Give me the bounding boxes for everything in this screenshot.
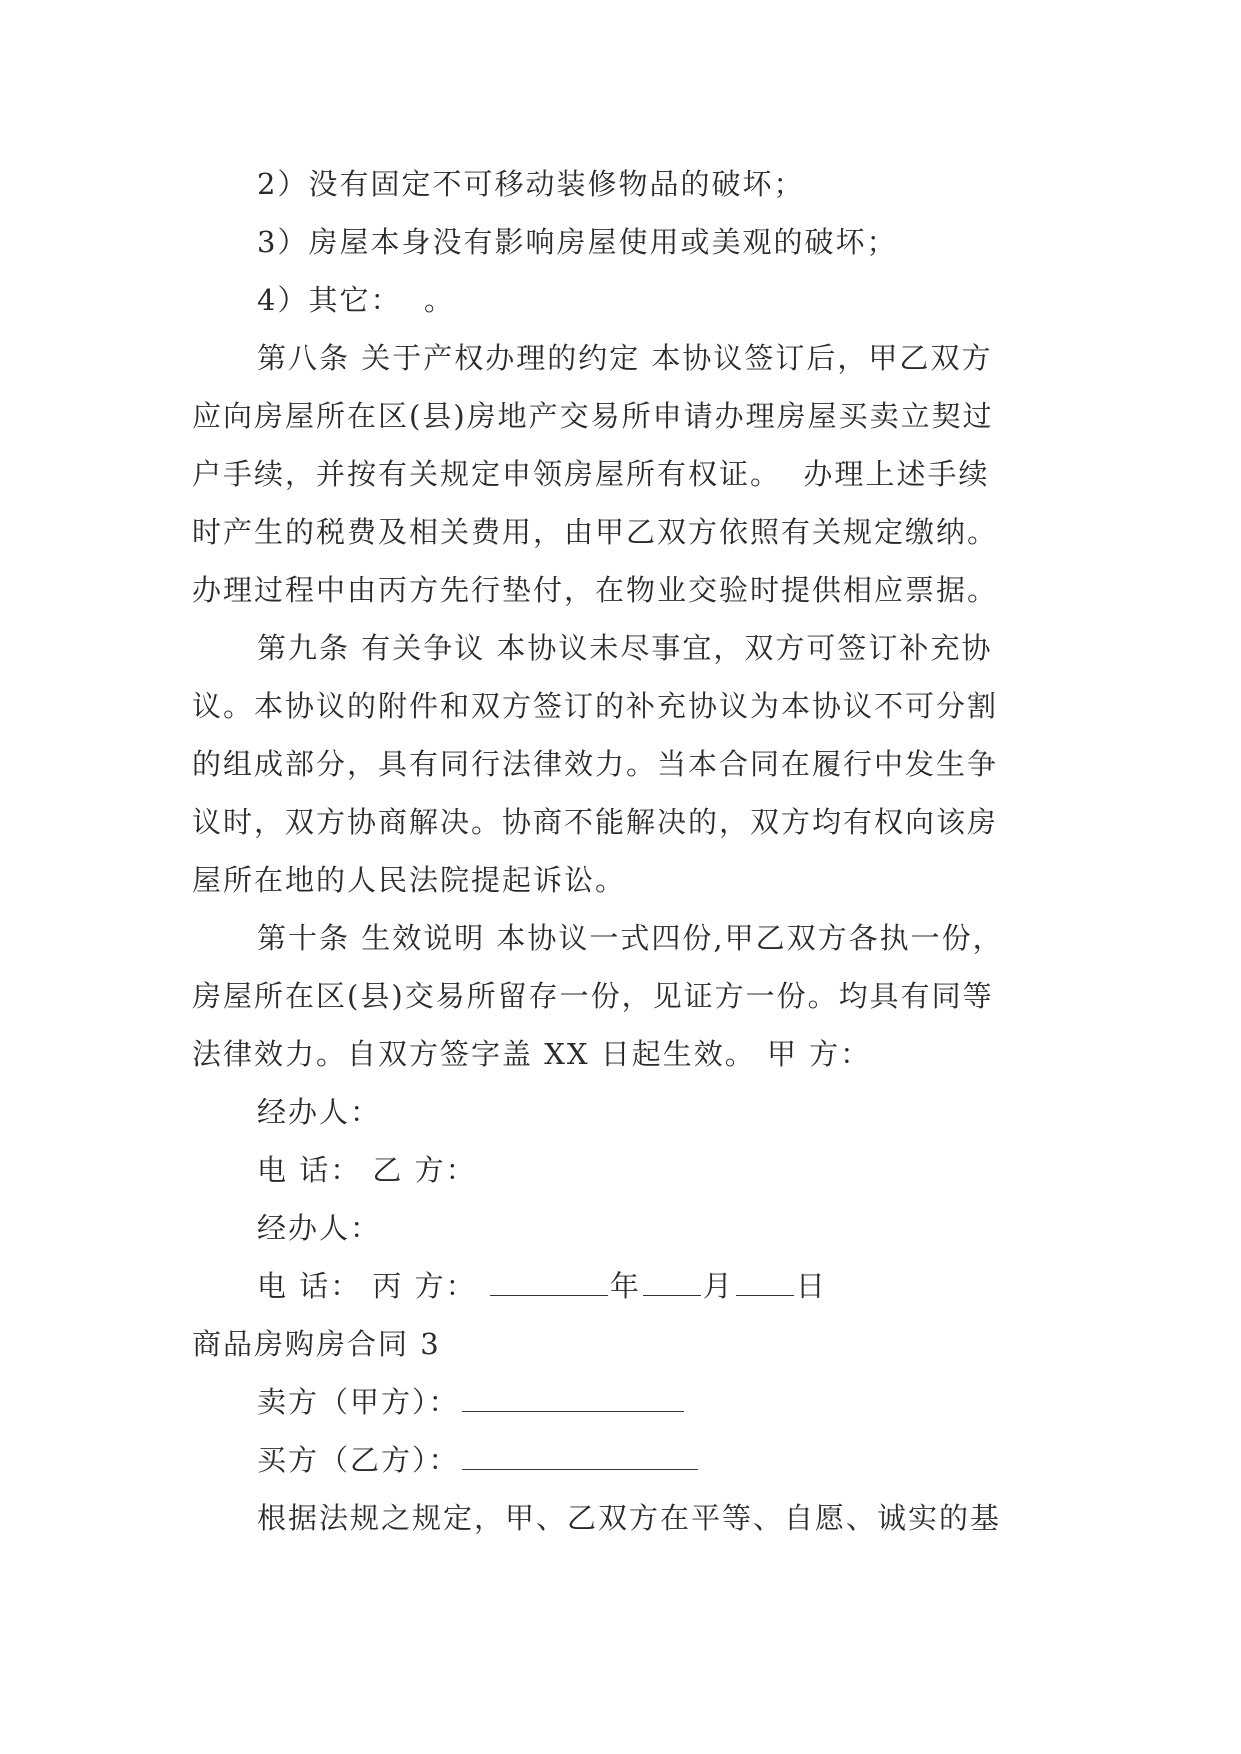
buyer-label: 买方（乙方）：	[257, 1443, 460, 1477]
year-label: 年	[609, 1269, 641, 1303]
party-a-agent: 经办人：	[257, 1095, 382, 1129]
preamble-line: 根据法规之规定，甲、乙双方在平等、自愿、诚实的基	[257, 1501, 1002, 1535]
article-8-line-1: 第八条 关于产权办理的约定 本协议签订后，甲乙双方	[257, 341, 993, 375]
seller-label: 卖方（甲方）：	[257, 1385, 460, 1419]
article-9-line-1: 第九条 有关争议 本协议未尽事宜，双方可签订补充协	[257, 631, 993, 665]
day-label: 日	[795, 1269, 827, 1303]
year-blank[interactable]	[490, 1261, 608, 1296]
article-8-line-2: 应向房屋所在区(县)房地产交易所申请办理房屋买卖立契过	[192, 399, 994, 433]
buyer-line	[192, 1431, 1072, 1489]
buyer-blank[interactable]	[462, 1435, 698, 1470]
party-b-agent: 经办人：	[257, 1211, 382, 1245]
party-a-phone-party-b: 电 话： 乙 方：	[257, 1153, 477, 1187]
article-10-line-3: 法律效力。自双方签字盖 XX 日起生效。 甲 方：	[192, 1037, 872, 1071]
article-8-line-4: 时产生的税费及相关费用，由甲乙双方依照有关规定缴纳。	[192, 515, 999, 549]
clause-item-3: 3）房屋本身没有影响房屋使用或美观的破坏；	[257, 225, 898, 259]
article-9-line-2: 议。本协议的附件和双方签订的补充协议为本协议不可分割	[192, 689, 999, 723]
article-10-line-1: 第十条 生效说明 本协议一式四份,甲乙双方各执一份，	[257, 921, 1004, 955]
month-label: 月	[702, 1269, 734, 1303]
article-9-line-5: 屋所在地的人民法院提起诉讼。	[192, 863, 627, 897]
article-9-line-4: 议时，双方协商解决。协商不能解决的，双方均有权向该房	[192, 805, 999, 839]
article-9-line-3: 的组成部分，具有同行法律效力。当本合同在履行中发生争	[192, 747, 999, 781]
day-blank[interactable]	[736, 1261, 794, 1296]
clause-item-4: 4）其它： 。	[257, 283, 455, 317]
article-8-line-5: 办理过程中由丙方先行垫付，在物业交验时提供相应票据。	[192, 573, 999, 607]
contract-title: 商品房购房合同 3	[192, 1327, 441, 1361]
document-body	[192, 155, 1072, 1547]
month-blank[interactable]	[643, 1261, 701, 1296]
seller-line	[192, 1373, 1072, 1431]
date-signature-line	[192, 1257, 1072, 1315]
article-8-line-3: 户手续，并按有关规定申领房屋所有权证。 办理上述手续	[192, 457, 990, 491]
clause-item-2: 2）没有固定不可移动装修物品的破坏；	[257, 167, 805, 201]
seller-blank[interactable]	[462, 1377, 684, 1412]
article-10-line-2: 房屋所在区(县)交易所留存一份，见证方一份。均具有同等	[192, 979, 994, 1013]
party-b-phone-party-c: 电 话： 丙 方：	[257, 1269, 488, 1303]
